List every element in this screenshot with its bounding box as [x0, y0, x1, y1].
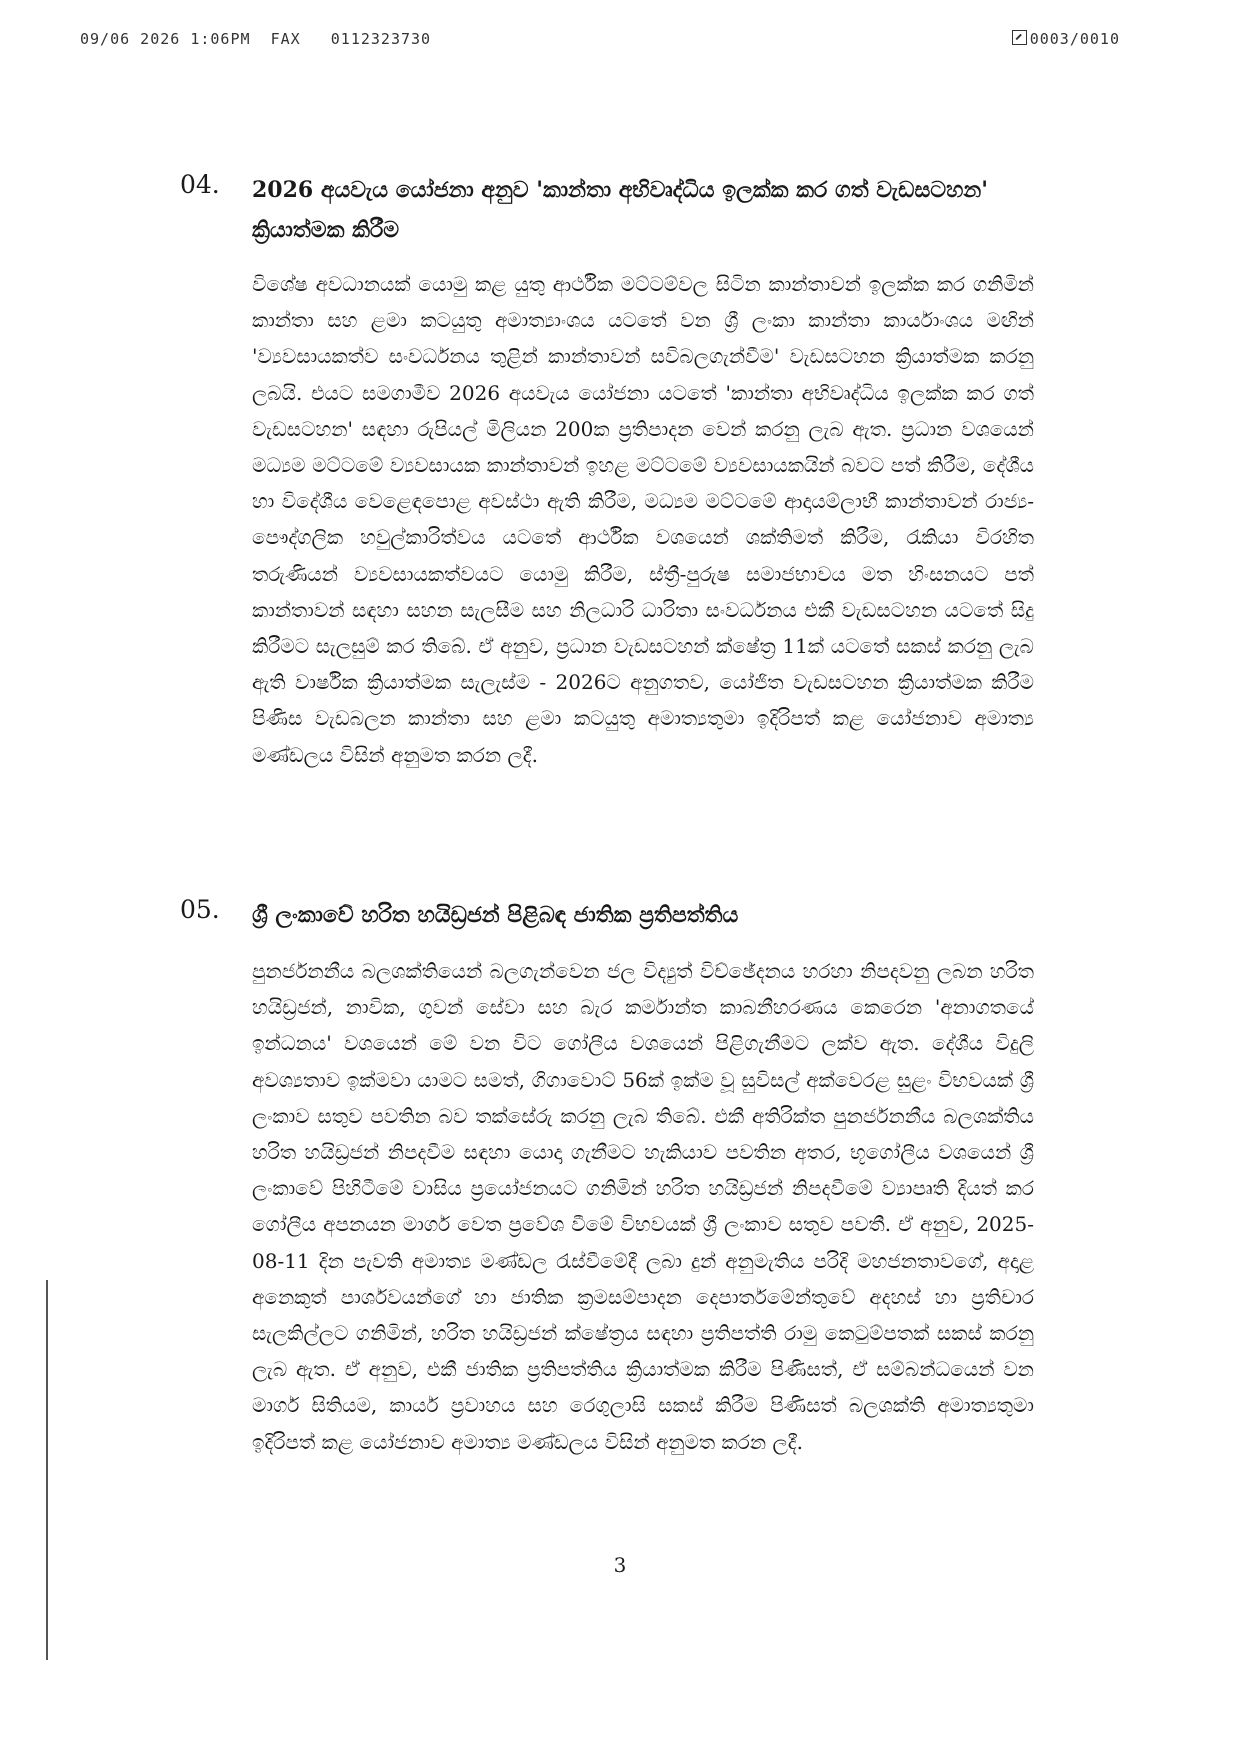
- section-body: විශේෂ අවධානයක් යොමු කළ යුතු ආර්ථික මට්ටම්වල සිටින කාන්තාවන් ඉලක්ක කර ගනිමින් කාන්තා සහ ළමා කටයුතු අමාත්‍යාංශය යටතේ වන ශ්‍රී ලංකා කාන්තා කාර්යාංශය මඟින් 'ව්‍යවසායකත්ව සංවර්ධනය තුළින් කාන්තාවන් සවිබලගැන්වීම' වැඩසටහන ක්‍රියාත්මක කරනු ලබයි. එයට සමගාමීව 2026 අයවැය යෝජනා යටතේ 'කාන්තා අභිවෘද්ධිය ඉලක්ක කර ගත් වැඩසටහන' සඳහා රුපියල් මිලියන 200ක ප්‍රතිපාදන වෙන් කරනු ලැබ ඇත. ප්‍රධාන වශයෙන් මධ්‍යම මට්ටමේ ව්‍යවසායක කාන්තාවන් ඉහළ මට්ටමේ ව්‍යවසායකයින් බවට පත් කිරීම, දේශීය හා විදේශීය වෙළෙඳපොළ අවස්ථා ඇති කිරීම, මධ්‍යම මට්ටමේ ආදායම්ලාභී කාන්තාවන් රාජ්‍ය-පෞද්ගලික හවුල්කාරිත්වය යටතේ ආර්ථික වශයෙන් ශක්තිමත් කිරීම, රැකියා විරහිත තරුණියන් ව්‍යවසායකත්වයට යොමු කිරීම, ස්ත්‍රී-පුරුෂ සමාජභාවය මත හිංසනයට පත් කාන්තාවන් සඳහා සහන සැලසීම සහ නිලධාරි ධාරිතා සංවර්ධනය එකී වැඩසටහන යටතේ සිදු කිරීමට සැලසුම් කර තිබේ. ඒ අනුව, ප්‍රධාන වැඩසටහන් ක්ෂේත්‍ර 11ක් යටතේ සකස් කරනු ලැබ ඇති වාර්ෂික ක්‍රියාත්මක සැලැස්ම - 2026ට අනුගතව, යෝජිත වැඩසටහන ක්‍රියාත්මක කිරීම පිණිස වැඩබලන කාන්තා සහ ළමා කටයුතු අමාත්‍යතුමා ඉදිරිපත් කළ යෝජනාව අමාත්‍ය මණ්ඩලය විසින් අනුමත කරන ලදී.: [252, 272, 1034, 767]
- section-body: පුනර්ජනනීය බලශක්තියෙන් බලගැන්වෙන ජල විද්‍යුත් විච්ඡේදනය හරහා නිපදවනු ලබන හරිත හයිඩ්‍රජන්, නාවික, ගුවන් සේවා සහ බැර කර්මාන්ත කාබනීහරණය කෙරෙන 'අනාගතයේ ඉන්ධනය' වශයෙන් මේ වන විට ගෝලීය වශයෙන් පිළිගැනීමට ලක්ව ඇත. දේශීය විදුලි අවශ්‍යතාව ඉක්මවා යාමට සමත්, ගිගාවොට් 56ක් ඉක්ම වූ සුවිසල් අක්වෙරළ සුළං විභවයක් ශ්‍රී ලංකාව සතුව පවතින බව තක්සේරු කරනු ලැබ තිබේ. එකී අතිරික්ත පුනර්ජනනීය බලශක්තිය හරිත හයිඩ්‍රජන් නිපදවීම සඳහා යොදා ගැනීමට හැකියාව පවතින අතර, භූගෝලීය වශයෙන් ශ්‍රී ලංකාවේ පිහිටීමේ වාසිය ප්‍රයෝජනයට ගනිමින් හරිත හයිඩ්‍රජන් නිපදවීමේ ව්‍යාපෘති දියත් කර ගෝලීය අපනයන මාර්ග වෙත ප්‍රවේශ වීමේ විභවයක් ශ්‍රී ලංකාව සතුව පවතී. ඒ අනුව, 2025-08-11 දින පැවති අමාත්‍ය මණ්ඩල රැස්වීමේදී ලබා දුන් අනුමැතිය පරිදි මහජනතාවගේ, අදාළ අනෙකුත් පාර්ශවයන්ගේ හා ජාතික ක්‍රමසම්පාදන දෙපාර්තමේන්තුවේ අදහස් හා ප්‍රතිචාර සැලකිල්ලට ගනිමින්, හරිත හයිඩ්‍රජන් ක්ෂේත්‍රය සඳහා ප්‍රතිපත්ති රාමු කෙටුම්පතක් සකස් කරනු ලැබ ඇත. ඒ අනුව, එකී ජාතික ප්‍රතිපත්තිය ක්‍රියාත්මක කිරීම පිණිසත්, ඒ සම්බන්ධයෙන් වන මාර්ග සිතියම, කාර්ය ප්‍රවාහය සහ රෙගුලාසි සකස් කිරීම පිණිසත් බලශක්ති අමාත්‍යතුමා ඉදිරිපත් කළ යෝජනාව අමාත්‍ය මණ්ඩලය විසින් අනුමත කරන ලදී.: [252, 959, 1034, 1454]
- section-title: ශ්‍රී ලංකාවේ හරිත හයිඩ්‍රජන් පිළිබඳ ජාතික ප්‍රතිපත්තිය: [252, 902, 739, 928]
- fax-header: [80, 30, 1120, 52]
- fax-page-count: [1012, 30, 1120, 48]
- section-number: 04.: [180, 170, 220, 199]
- page-number: 3: [613, 1553, 627, 1577]
- section-title: 2026 අයවැය යෝජනා අනුව 'කාන්තා අභිවෘද්ධිය ඉලක්ක කර ගත් වැඩසටහන' ක්‍රියාත්මක කිරීම: [252, 177, 989, 243]
- section-number: 05.: [180, 895, 220, 924]
- checkbox-icon: [1012, 30, 1027, 45]
- fax-page-count-text: 0003/0010: [1029, 30, 1120, 48]
- scan-margin-line: [46, 1280, 48, 1660]
- fax-header-info: 09/06 2026 1:06PM FAX 0112323730: [80, 30, 432, 48]
